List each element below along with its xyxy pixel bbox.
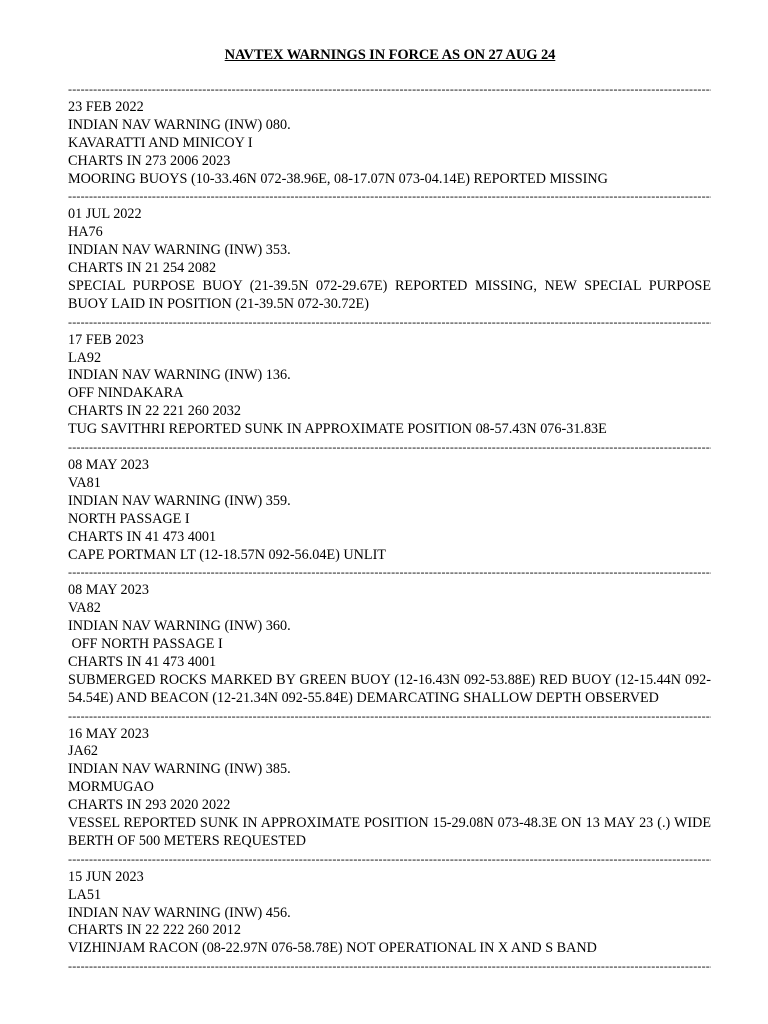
warning-date: 08 MAY 2023 [68, 582, 149, 599]
warning-entry [68, 332, 711, 439]
separator-line [68, 708, 711, 726]
warning-code: LA92 [68, 349, 102, 366]
warning-code: VA81 [68, 474, 101, 491]
warning-code: LA51 [68, 886, 102, 903]
warning-entry [68, 457, 711, 564]
warning-number: INDIAN NAV WARNING (INW) 360. [68, 618, 291, 635]
separator-line [68, 314, 711, 332]
warning-text: TUG SAVITHRI REPORTED SUNK IN APPROXIMATE POSITION 08-57.43N 076-31.83E [68, 421, 607, 438]
warning-area: OFF NORTH PASSAGE I [68, 636, 223, 653]
separator-line [68, 851, 711, 869]
warning-number: INDIAN NAV WARNING (INW) 385. [68, 761, 291, 778]
warning-date: 08 MAY 2023 [68, 456, 149, 473]
warning-charts: CHARTS IN 293 2020 2022 [68, 797, 231, 814]
warning-date: 15 JUN 2023 [68, 868, 144, 885]
warning-text: MOORING BUOYS (10-33.46N 072-38.96E, 08-17.07N 073-04.14E) REPORTED MISSING [68, 170, 608, 187]
warning-charts: CHARTS IN 41 473 4001 [68, 653, 217, 670]
warning-text: SPECIAL PURPOSE BUOY (21-39.5N 072-29.67E) REPORTED MISSING, NEW SPECIAL PURPOSE BUOY LAID IN POSITION (21-39.5N 072-30.72E) [68, 277, 711, 312]
warning-area: OFF NINDAKARA [68, 385, 184, 402]
warning-area: NORTH PASSAGE I [68, 510, 190, 527]
warnings-list [68, 81, 711, 976]
warning-date: 16 MAY 2023 [68, 725, 149, 742]
separator-line [68, 81, 711, 99]
warning-code: JA62 [68, 743, 98, 760]
warning-entry [68, 99, 711, 189]
warning-code: HA76 [68, 224, 103, 241]
warning-number: INDIAN NAV WARNING (INW) 456. [68, 904, 291, 921]
separator-line [68, 439, 711, 457]
warning-number: INDIAN NAV WARNING (INW) 353. [68, 242, 291, 259]
document-title: NAVTEX WARNINGS IN FORCE AS ON 27 AUG 24 [224, 47, 556, 63]
warning-number: INDIAN NAV WARNING (INW) 359. [68, 492, 291, 509]
warning-date: 17 FEB 2023 [68, 331, 144, 348]
warning-charts: CHARTS IN 21 254 2082 [68, 260, 217, 277]
warning-charts: CHARTS IN 22 221 260 2032 [68, 403, 241, 420]
warning-text: VESSEL REPORTED SUNK IN APPROXIMATE POSITION 15-29.08N 073-48.3E ON 13 MAY 23 (.) WIDE BERTH OF 500 METERS REQUESTED [68, 815, 711, 849]
warning-area: MORMUGAO [68, 779, 154, 796]
warning-text: SUBMERGED ROCKS MARKED BY GREEN BUOY (12-16.43N 092-53.88E) RED BUOY (12-15.44N 092-54.54E) AND BEACON (12-21.34N 092-55.84E) DEMARCATING SHALLOW DEPTH OBSERVED [68, 671, 711, 706]
warning-number: INDIAN NAV WARNING (INW) 080. [68, 116, 291, 133]
warning-entry [68, 206, 711, 313]
warning-charts: CHARTS IN 273 2006 2023 [68, 152, 231, 169]
warning-charts: CHARTS IN 41 473 4001 [68, 528, 217, 545]
warning-date: 23 FEB 2022 [68, 98, 144, 115]
warning-entry [68, 869, 711, 959]
warning-text: VIZHINJAM RACON (08-22.97N 076-58.78E) NOT OPERATIONAL IN X AND S BAND [68, 940, 597, 957]
warning-code: VA82 [68, 600, 101, 617]
separator-line [68, 958, 711, 976]
warning-entry [68, 726, 711, 851]
separator-line [68, 564, 711, 582]
warning-text: CAPE PORTMAN LT (12-18.57N 092-56.04E) UNLIT [68, 546, 386, 563]
warning-number: INDIAN NAV WARNING (INW) 136. [68, 367, 291, 384]
warning-entry [68, 582, 711, 707]
separator-line [68, 188, 711, 206]
warning-charts: CHARTS IN 22 222 260 2012 [68, 922, 241, 939]
warning-area: KAVARATTI AND MINICOY I [68, 134, 253, 151]
warning-date: 01 JUL 2022 [68, 206, 142, 223]
